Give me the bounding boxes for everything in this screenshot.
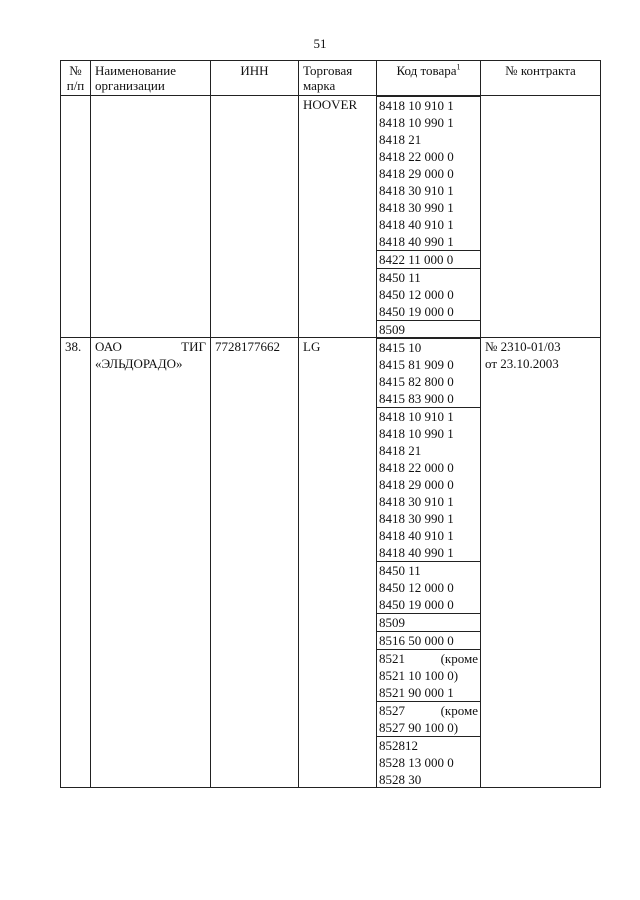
code-line: 8418 29 000 0 — [379, 477, 454, 492]
code-line: 8418 40 910 1 — [379, 528, 454, 543]
code-line: 8527 90 100 0) — [379, 720, 459, 735]
code-group — [376, 250, 481, 269]
row2-name — [91, 338, 211, 788]
code-line: 8418 30 990 1 — [379, 511, 454, 526]
header-name: Наименование организации — [91, 61, 211, 96]
row2-contract-date: от 23.10.2003 — [485, 356, 559, 371]
code-group — [376, 338, 481, 408]
row1-contract — [481, 96, 601, 338]
code-line: 8418 21 — [379, 132, 422, 147]
code-text: 8521 — [379, 651, 405, 666]
table-row-38 — [61, 338, 601, 788]
code-line — [379, 702, 478, 719]
row1-inn — [211, 96, 299, 338]
header-contract: № контракта — [481, 61, 601, 96]
code-line: 8450 12 000 0 — [379, 287, 454, 302]
code-line: 8418 30 990 1 — [379, 200, 454, 215]
row1-brand: HOOVER — [299, 96, 377, 338]
header-brand: Торговая марка — [299, 61, 377, 96]
row2-codes — [377, 338, 481, 788]
code-line: 8422 11 000 0 — [379, 252, 454, 267]
code-line: 8415 10 — [379, 340, 422, 355]
code-line: 8415 81 909 0 — [379, 357, 454, 372]
code-line: 8521 10 100 0) — [379, 668, 459, 683]
code-line: 8528 13 000 0 — [379, 755, 454, 770]
code-line: 8418 10 910 1 — [379, 409, 454, 424]
table-row-hoover — [61, 96, 601, 338]
row2-name-part1: ОАО — [95, 339, 122, 354]
code-line: 8418 10 990 1 — [379, 115, 454, 130]
code-group — [376, 613, 481, 632]
code-line: 8418 30 910 1 — [379, 183, 454, 198]
code-line: 8418 40 990 1 — [379, 545, 454, 560]
header-num: № п/п — [61, 61, 91, 96]
code-text: 8527 — [379, 703, 405, 718]
code-line: 8418 22 000 0 — [379, 460, 454, 475]
row2-contract — [481, 338, 601, 788]
code-line: 8450 11 — [379, 563, 421, 578]
row2-name-part2: ТИГ — [181, 339, 206, 354]
row2-num: 38. — [61, 338, 91, 788]
registry-table — [60, 60, 601, 788]
code-line: 8418 22 000 0 — [379, 149, 454, 164]
code-line — [379, 650, 478, 667]
code-group — [376, 701, 481, 737]
code-line: 8418 10 990 1 — [379, 426, 454, 441]
code-line: 8509 — [379, 615, 405, 630]
row2-name-line1 — [95, 338, 206, 355]
code-group — [376, 96, 481, 251]
row1-num — [61, 96, 91, 338]
code-group — [376, 736, 481, 788]
code-line: 8415 83 900 0 — [379, 391, 454, 406]
code-line: 8415 82 800 0 — [379, 374, 454, 389]
code-group — [376, 407, 481, 562]
row1-codes — [377, 96, 481, 338]
header-inn: ИНН — [211, 61, 299, 96]
row1-name — [91, 96, 211, 338]
code-line: 8418 21 — [379, 443, 422, 458]
code-line: 8418 10 910 1 — [379, 98, 454, 113]
code-line: 8516 50 000 0 — [379, 633, 454, 648]
code-line: 8418 29 000 0 — [379, 166, 454, 181]
code-line: 8450 19 000 0 — [379, 304, 454, 319]
code-line: 8418 30 910 1 — [379, 494, 454, 509]
header-code — [377, 61, 481, 96]
code-line: 852812 — [379, 738, 418, 753]
row2-name-line2: «ЭЛЬДОРАДО» — [95, 356, 183, 371]
code-line: 8418 40 910 1 — [379, 217, 454, 232]
code-group — [376, 268, 481, 321]
code-group — [376, 631, 481, 650]
row2-contract-number: № 2310-01/03 — [485, 339, 561, 354]
row2-inn: 7728177662 — [211, 338, 299, 788]
code-group — [376, 649, 481, 702]
page-number: 51 — [313, 36, 327, 51]
code-text: (кроме — [440, 651, 478, 666]
header-code-footnote: 1 — [456, 62, 461, 72]
code-line: 8509 — [379, 322, 405, 337]
code-line: 8528 30 — [379, 772, 422, 787]
code-line: 8450 11 — [379, 270, 421, 285]
code-group — [376, 561, 481, 614]
code-line: 8450 12 000 0 — [379, 580, 454, 595]
code-line: 8521 90 000 1 — [379, 685, 454, 700]
code-text: (кроме — [440, 703, 478, 718]
code-group — [376, 320, 481, 338]
code-line: 8418 40 990 1 — [379, 234, 454, 249]
row2-brand: LG — [299, 338, 377, 788]
header-code-label: Код товара — [396, 63, 457, 78]
code-line: 8450 19 000 0 — [379, 597, 454, 612]
header-row — [61, 61, 601, 96]
